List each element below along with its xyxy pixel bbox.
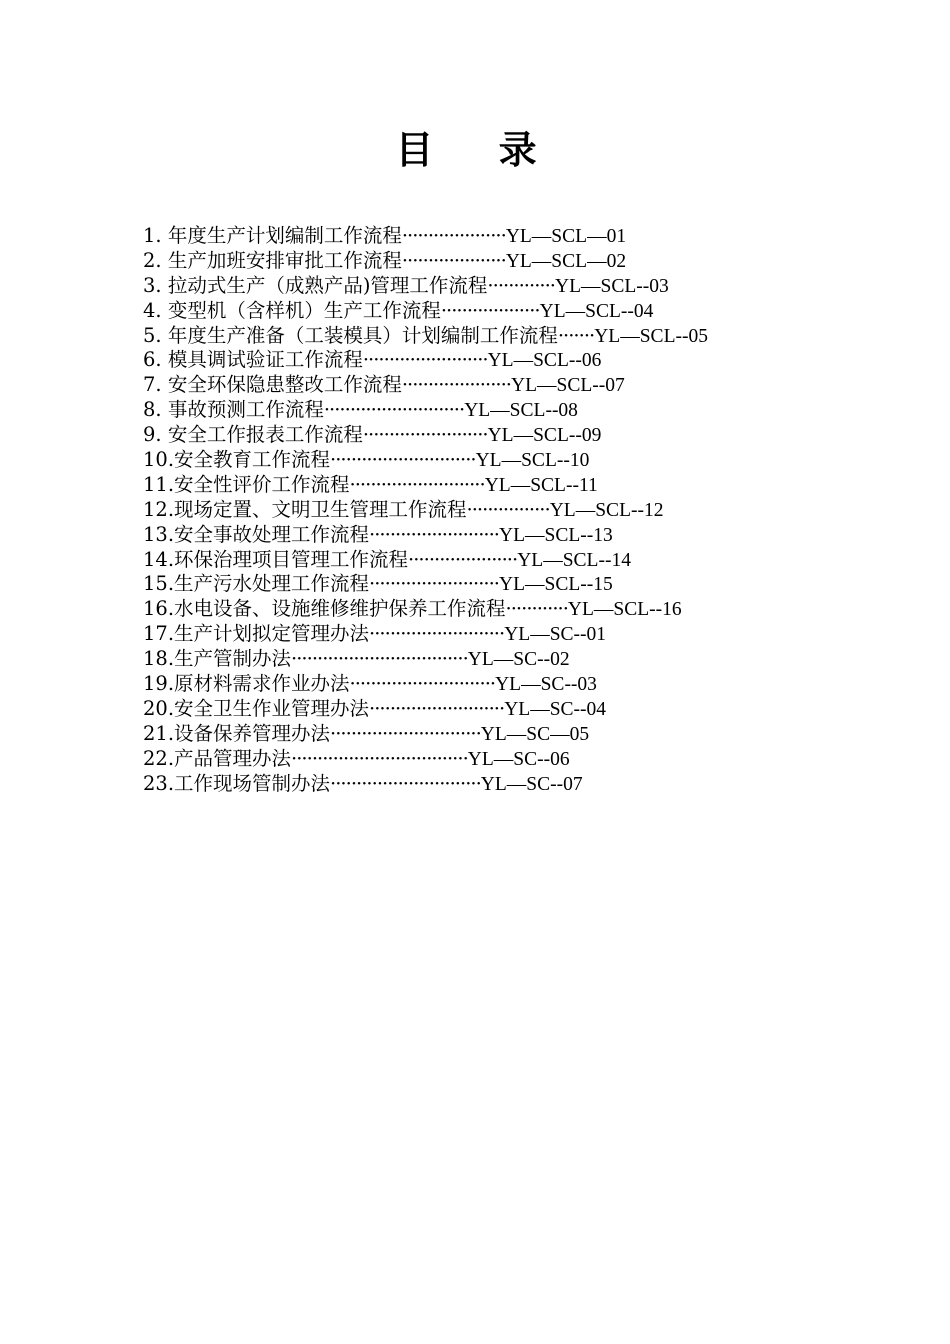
toc-entry-leader: ························· (369, 522, 499, 546)
toc-entry-leader: ························· (369, 572, 499, 596)
toc-entry-leader: ···························· (349, 672, 496, 696)
toc-entry-leader: ····························· (330, 721, 481, 745)
toc-entry-title: 生产污水处理工作流程 (174, 572, 370, 596)
table-of-contents (143, 224, 708, 796)
toc-entry-title: 安全教育工作流程 (174, 448, 331, 472)
toc-entry-leader: ·························· (369, 696, 505, 720)
document-title: 目 录 (395, 127, 563, 172)
toc-entry-title: 安全事故处理工作流程 (174, 522, 370, 546)
toc-entry-leader: ···················· (401, 248, 506, 272)
toc-entry-title: 安全工作报表工作流程 (167, 423, 363, 447)
toc-entry-number: 23. (143, 771, 175, 795)
toc-entry-title: 年度生产准备（工装模具）计划编制工作流程 (167, 323, 558, 347)
toc-entry-code: YL—SC--07 (480, 773, 583, 795)
toc-entry-title: 水电设备、设施维修维护保养工作流程 (174, 597, 506, 621)
toc-entry-leader: ·································· (291, 647, 468, 671)
toc-entry-code: YL—SCL--06 (487, 350, 602, 372)
toc-entry-number: 8. (143, 398, 168, 422)
toc-entry-number: 1. (143, 224, 168, 247)
toc-entry-title: 安全环保隐患整改工作流程 (167, 373, 402, 397)
toc-entry-number: 18. (143, 647, 175, 671)
toc-entry-title: 安全性评价工作流程 (174, 472, 350, 496)
toc-entry-code: YL—SCL--11 (484, 474, 598, 496)
toc-entry (143, 672, 708, 697)
toc-entry-leader: ·································· (291, 746, 468, 770)
toc-entry-code: YL—SC--02 (467, 649, 570, 671)
toc-entry-number: 11. (143, 472, 175, 496)
toc-entry-number: 2. (143, 248, 168, 272)
toc-entry (143, 398, 708, 423)
toc-entry (143, 498, 708, 523)
toc-entry-leader: ············ (505, 597, 568, 621)
toc-entry-title: 现场定置、文明卫生管理工作流程 (174, 497, 467, 521)
toc-entry (143, 473, 708, 498)
toc-entry-number: 7. (143, 373, 168, 397)
toc-entry-leader: ························ (362, 423, 488, 447)
toc-entry-title: 变型机（含样机）生产工作流程 (167, 298, 441, 322)
toc-entry-code: YL—SCL--15 (499, 574, 613, 596)
toc-entry (143, 523, 708, 548)
toc-entry-title: 环保治理项目管理工作流程 (174, 547, 409, 571)
toc-entry (143, 622, 708, 647)
toc-entry-code: YL—SCL--14 (517, 549, 631, 571)
toc-entry-title: 生产管制办法 (174, 647, 292, 671)
toc-entry-title: 设备保养管理办法 (174, 721, 331, 745)
toc-entry-title: 模具调试验证工作流程 (167, 348, 363, 372)
toc-entry (143, 348, 708, 373)
toc-entry-title: 工作现场管制办法 (174, 771, 331, 795)
toc-entry-title: 拉动式生产（成熟产品)管理工作流程 (167, 273, 488, 297)
toc-entry-leader: ··················· (440, 298, 540, 322)
toc-entry (143, 597, 708, 622)
toc-entry (143, 747, 708, 772)
toc-entry-leader: ···························· (330, 448, 476, 472)
toc-entry-code: YL—SC--03 (495, 674, 597, 696)
toc-entry-leader: ··························· (323, 398, 465, 422)
toc-entry-code: YL—SC—05 (480, 723, 590, 745)
toc-entry-number: 12. (143, 497, 175, 521)
toc-entry-leader: ·························· (349, 472, 485, 496)
toc-entry (143, 224, 708, 249)
toc-entry-leader: ············· (487, 273, 556, 297)
toc-entry (143, 249, 708, 274)
toc-entry-number: 13. (143, 522, 175, 546)
toc-entry-title: 产品管理办法 (174, 746, 292, 770)
toc-entry-title: 原材料需求作业办法 (174, 672, 350, 696)
toc-entry (143, 722, 708, 747)
toc-entry-number: 15. (143, 572, 175, 596)
toc-entry (143, 423, 708, 448)
toc-entry (143, 548, 708, 573)
toc-entry-leader: ····················· (408, 547, 518, 571)
toc-entry-leader: ····················· (401, 373, 511, 397)
toc-entry-number: 10. (143, 448, 175, 472)
toc-entry-code: YL—SCL--16 (567, 599, 682, 621)
toc-entry-number: 17. (143, 622, 175, 646)
toc-entry (143, 373, 708, 398)
toc-entry-number: 9. (143, 423, 168, 447)
toc-entry-number: 19. (143, 672, 175, 696)
toc-entry-code: YL—SC--01 (504, 624, 607, 646)
toc-entry-leader: ················ (466, 497, 550, 521)
toc-entry-code: YL—SCL--09 (487, 425, 602, 447)
toc-entry-code: YL—SCL--13 (499, 524, 613, 546)
toc-entry (143, 572, 708, 597)
toc-entry-code: YL—SCL--10 (475, 450, 590, 472)
toc-entry-title: 生产计划拟定管理办法 (174, 622, 370, 646)
toc-entry-number: 21. (143, 721, 175, 745)
toc-entry (143, 274, 708, 299)
toc-entry-number: 20. (143, 696, 175, 720)
toc-entry-title: 生产加班安排审批工作流程 (167, 248, 402, 272)
toc-entry-number: 6. (143, 348, 168, 372)
toc-entry-code: YL—SCL--08 (464, 400, 578, 422)
toc-entry-number: 3. (143, 273, 168, 297)
toc-entry (143, 324, 708, 349)
toc-entry-leader: ·························· (369, 622, 505, 646)
toc-entry-leader: ···················· (401, 224, 506, 247)
toc-entry-number: 5. (143, 323, 168, 347)
toc-entry (143, 647, 708, 672)
toc-entry-code: YL—SC--06 (467, 748, 570, 770)
toc-entry-code: YL—SC--04 (504, 698, 607, 720)
toc-entry-code: YL—SCL—02 (505, 250, 627, 272)
toc-entry-code: YL—SCL--12 (549, 499, 664, 521)
toc-entry-number: 4. (143, 298, 168, 322)
toc-entry-code: YL—SCL--03 (555, 275, 669, 297)
toc-entry-code: YL—SCL--04 (539, 300, 654, 322)
toc-entry-title: 事故预测工作流程 (167, 398, 324, 422)
toc-entry-title: 安全卫生作业管理办法 (174, 696, 370, 720)
toc-entry-code: YL—SCL--07 (511, 375, 625, 397)
toc-entry-code: YL—SCL--05 (594, 325, 708, 347)
toc-entry-number: 14. (143, 547, 175, 571)
toc-entry (143, 772, 708, 797)
toc-entry-code: YL—SCL—01 (505, 226, 627, 247)
toc-entry (143, 299, 708, 324)
toc-entry-number: 16. (143, 597, 175, 621)
toc-entry-leader: ······· (557, 323, 595, 347)
toc-entry-title: 年度生产计划编制工作流程 (167, 224, 402, 247)
toc-entry (143, 448, 708, 473)
toc-entry-leader: ························ (362, 348, 488, 372)
toc-entry-leader: ····························· (330, 771, 481, 795)
toc-entry-number: 22. (143, 746, 175, 770)
toc-entry (143, 697, 708, 722)
